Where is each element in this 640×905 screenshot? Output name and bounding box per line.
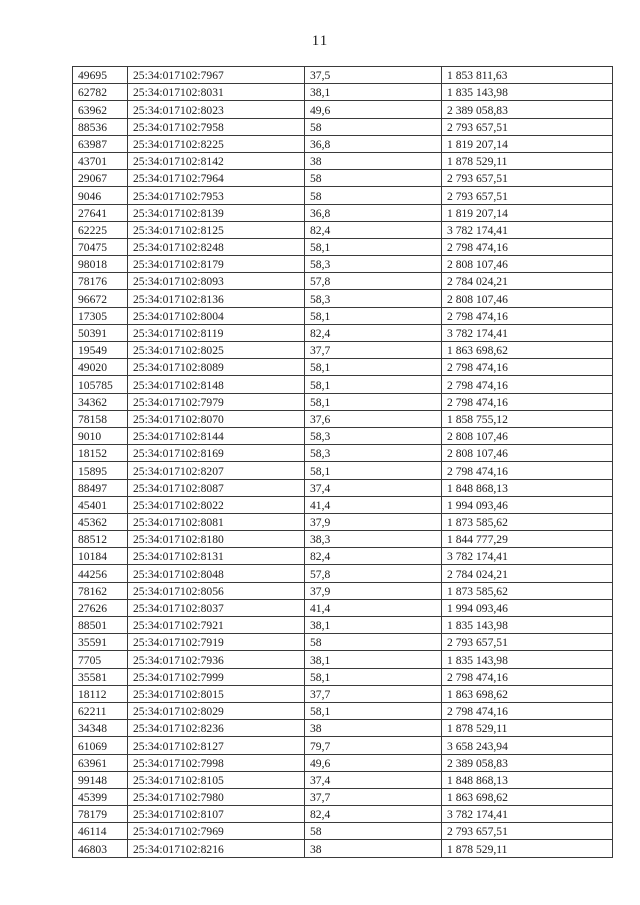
table-row — [73, 427, 613, 444]
area-cell: 82,4 — [305, 324, 442, 341]
area-cell: 58 — [305, 170, 442, 187]
value-cell: 1 858 755,12 — [442, 410, 613, 427]
value-cell: 3 782 174,41 — [442, 548, 613, 565]
table-row — [73, 221, 613, 238]
row-id-cell: 46114 — [73, 823, 128, 840]
cadastral-number-cell: 25:34:017102:8031 — [128, 84, 305, 101]
row-id-cell: 19549 — [73, 342, 128, 359]
cadastral-number-cell: 25:34:017102:8107 — [128, 806, 305, 823]
cadastral-number-cell: 25:34:017102:7999 — [128, 668, 305, 685]
row-id-cell: 7705 — [73, 651, 128, 668]
value-cell: 1 848 868,13 — [442, 479, 613, 496]
value-cell: 2 808 107,46 — [442, 427, 613, 444]
table-row — [73, 617, 613, 634]
cadastral-number-cell: 25:34:017102:7936 — [128, 651, 305, 668]
value-cell: 1 835 143,98 — [442, 651, 613, 668]
table-row — [73, 823, 613, 840]
cadastral-number-cell: 25:34:017102:7998 — [128, 754, 305, 771]
value-cell: 2 389 058,83 — [442, 101, 613, 118]
table-row — [73, 290, 613, 307]
cadastral-number-cell: 25:34:017102:8022 — [128, 496, 305, 513]
table-row — [73, 771, 613, 788]
row-id-cell: 10184 — [73, 548, 128, 565]
area-cell: 41,4 — [305, 599, 442, 616]
area-cell: 49,6 — [305, 754, 442, 771]
value-cell: 2 793 657,51 — [442, 170, 613, 187]
value-cell: 2 798 474,16 — [442, 359, 613, 376]
table-row — [73, 582, 613, 599]
row-id-cell: 62225 — [73, 221, 128, 238]
cadastral-number-cell: 25:34:017102:8207 — [128, 462, 305, 479]
value-cell: 1 819 207,14 — [442, 135, 613, 152]
row-id-cell: 62782 — [73, 84, 128, 101]
cadastral-number-cell: 25:34:017102:8093 — [128, 273, 305, 290]
cadastral-number-cell: 25:34:017102:8029 — [128, 702, 305, 719]
cadastral-number-cell: 25:34:017102:7921 — [128, 617, 305, 634]
row-id-cell: 35581 — [73, 668, 128, 685]
area-cell: 58,1 — [305, 307, 442, 324]
cadastral-number-cell: 25:34:017102:8023 — [128, 101, 305, 118]
area-cell: 58,1 — [305, 702, 442, 719]
table-row — [73, 118, 613, 135]
value-cell: 2 793 657,51 — [442, 634, 613, 651]
table-row — [73, 513, 613, 530]
area-cell: 58,3 — [305, 290, 442, 307]
table-row — [73, 204, 613, 221]
row-id-cell: 63987 — [73, 135, 128, 152]
row-id-cell: 35591 — [73, 634, 128, 651]
area-cell: 37,6 — [305, 410, 442, 427]
value-cell: 1 863 698,62 — [442, 685, 613, 702]
value-cell: 1 878 529,11 — [442, 152, 613, 169]
area-cell: 49,6 — [305, 101, 442, 118]
value-cell: 2 784 024,21 — [442, 273, 613, 290]
area-cell: 36,8 — [305, 204, 442, 221]
table-row — [73, 565, 613, 582]
value-cell: 2 798 474,16 — [442, 307, 613, 324]
area-cell: 37,5 — [305, 67, 442, 84]
area-cell: 38,1 — [305, 651, 442, 668]
table-row — [73, 342, 613, 359]
row-id-cell: 70475 — [73, 238, 128, 255]
area-cell: 82,4 — [305, 806, 442, 823]
cadastral-number-cell: 25:34:017102:7967 — [128, 67, 305, 84]
row-id-cell: 44256 — [73, 565, 128, 582]
value-cell: 2 808 107,46 — [442, 290, 613, 307]
table-row — [73, 445, 613, 462]
cadastral-number-cell: 25:34:017102:8125 — [128, 221, 305, 238]
row-id-cell: 78176 — [73, 273, 128, 290]
row-id-cell: 49020 — [73, 359, 128, 376]
table-row — [73, 67, 613, 84]
area-cell: 58,1 — [305, 393, 442, 410]
table-row — [73, 754, 613, 771]
row-id-cell: 63961 — [73, 754, 128, 771]
cadastral-number-cell: 25:34:017102:8089 — [128, 359, 305, 376]
table-row — [73, 324, 613, 341]
table-row — [73, 376, 613, 393]
table-row — [73, 531, 613, 548]
value-cell: 2 798 474,16 — [442, 376, 613, 393]
row-id-cell: 62211 — [73, 702, 128, 719]
value-cell: 3 782 174,41 — [442, 324, 613, 341]
value-cell: 2 798 474,16 — [442, 238, 613, 255]
cadastral-number-cell: 25:34:017102:8248 — [128, 238, 305, 255]
value-cell: 1 844 777,29 — [442, 531, 613, 548]
cadastral-number-cell: 25:34:017102:8148 — [128, 376, 305, 393]
area-cell: 36,8 — [305, 135, 442, 152]
cadastral-number-cell: 25:34:017102:8056 — [128, 582, 305, 599]
area-cell: 58,3 — [305, 445, 442, 462]
table-row — [73, 496, 613, 513]
cadastral-number-cell: 25:34:017102:8004 — [128, 307, 305, 324]
cadastral-number-cell: 25:34:017102:7980 — [128, 788, 305, 805]
area-cell: 57,8 — [305, 273, 442, 290]
area-cell: 37,7 — [305, 788, 442, 805]
cadastral-number-cell: 25:34:017102:8015 — [128, 685, 305, 702]
value-cell: 1 853 811,63 — [442, 67, 613, 84]
value-cell: 2 798 474,16 — [442, 668, 613, 685]
area-cell: 37,4 — [305, 479, 442, 496]
cadastral-number-cell: 25:34:017102:8179 — [128, 256, 305, 273]
area-cell: 41,4 — [305, 496, 442, 513]
cadastral-number-cell: 25:34:017102:7958 — [128, 118, 305, 135]
cadastral-number-cell: 25:34:017102:8025 — [128, 342, 305, 359]
table-row — [73, 238, 613, 255]
cadastral-number-cell: 25:34:017102:8070 — [128, 410, 305, 427]
value-cell: 2 389 058,83 — [442, 754, 613, 771]
row-id-cell: 27641 — [73, 204, 128, 221]
row-id-cell: 50391 — [73, 324, 128, 341]
table-row — [73, 152, 613, 169]
area-cell: 58,1 — [305, 376, 442, 393]
value-cell: 1 863 698,62 — [442, 788, 613, 805]
cadastral-number-cell: 25:34:017102:8048 — [128, 565, 305, 582]
table-row — [73, 840, 613, 857]
table-row — [73, 702, 613, 719]
row-id-cell: 17305 — [73, 307, 128, 324]
table-row — [73, 84, 613, 101]
row-id-cell: 88512 — [73, 531, 128, 548]
value-cell: 1 863 698,62 — [442, 342, 613, 359]
area-cell: 37,7 — [305, 685, 442, 702]
cadastral-number-cell: 25:34:017102:8081 — [128, 513, 305, 530]
table-row — [73, 187, 613, 204]
value-cell: 1 878 529,11 — [442, 720, 613, 737]
page-number: 11 — [311, 33, 329, 49]
row-id-cell: 27626 — [73, 599, 128, 616]
area-cell: 58,1 — [305, 462, 442, 479]
row-id-cell: 78179 — [73, 806, 128, 823]
row-id-cell: 34362 — [73, 393, 128, 410]
table-row — [73, 170, 613, 187]
cadastral-number-cell: 25:34:017102:7964 — [128, 170, 305, 187]
area-cell: 37,9 — [305, 582, 442, 599]
value-cell: 3 782 174,41 — [442, 221, 613, 238]
value-cell: 1 873 585,62 — [442, 513, 613, 530]
row-id-cell: 15895 — [73, 462, 128, 479]
property-registry-table — [72, 66, 613, 858]
value-cell: 1 848 868,13 — [442, 771, 613, 788]
area-cell: 58,3 — [305, 427, 442, 444]
cadastral-number-cell: 25:34:017102:8136 — [128, 290, 305, 307]
area-cell: 57,8 — [305, 565, 442, 582]
row-id-cell: 61069 — [73, 737, 128, 754]
cadastral-number-cell: 25:34:017102:8037 — [128, 599, 305, 616]
table-row — [73, 668, 613, 685]
cadastral-number-cell: 25:34:017102:7953 — [128, 187, 305, 204]
area-cell: 37,9 — [305, 513, 442, 530]
value-cell: 2 784 024,21 — [442, 565, 613, 582]
value-cell: 3 658 243,94 — [442, 737, 613, 754]
value-cell: 3 782 174,41 — [442, 806, 613, 823]
table-row — [73, 359, 613, 376]
area-cell: 37,7 — [305, 342, 442, 359]
table-row — [73, 256, 613, 273]
table-row — [73, 651, 613, 668]
value-cell: 1 994 093,46 — [442, 599, 613, 616]
table-row — [73, 410, 613, 427]
table-row — [73, 788, 613, 805]
value-cell: 2 793 657,51 — [442, 187, 613, 204]
area-cell: 37,4 — [305, 771, 442, 788]
row-id-cell: 96672 — [73, 290, 128, 307]
table-row — [73, 273, 613, 290]
row-id-cell: 45362 — [73, 513, 128, 530]
row-id-cell: 9010 — [73, 427, 128, 444]
row-id-cell: 34348 — [73, 720, 128, 737]
cadastral-number-cell: 25:34:017102:7979 — [128, 393, 305, 410]
table-row — [73, 135, 613, 152]
table-row — [73, 806, 613, 823]
row-id-cell: 43701 — [73, 152, 128, 169]
row-id-cell: 49695 — [73, 67, 128, 84]
row-id-cell: 45399 — [73, 788, 128, 805]
row-id-cell: 88501 — [73, 617, 128, 634]
value-cell: 2 798 474,16 — [442, 462, 613, 479]
cadastral-number-cell: 25:34:017102:8139 — [128, 204, 305, 221]
row-id-cell: 99148 — [73, 771, 128, 788]
row-id-cell: 98018 — [73, 256, 128, 273]
cadastral-number-cell: 25:34:017102:8216 — [128, 840, 305, 857]
row-id-cell: 88497 — [73, 479, 128, 496]
table-row — [73, 685, 613, 702]
cadastral-number-cell: 25:34:017102:7919 — [128, 634, 305, 651]
cadastral-number-cell: 25:34:017102:8105 — [128, 771, 305, 788]
table-row — [73, 548, 613, 565]
area-cell: 38,1 — [305, 617, 442, 634]
area-cell: 38 — [305, 720, 442, 737]
value-cell: 2 793 657,51 — [442, 823, 613, 840]
cadastral-number-cell: 25:34:017102:8131 — [128, 548, 305, 565]
value-cell: 1 994 093,46 — [442, 496, 613, 513]
row-id-cell: 29067 — [73, 170, 128, 187]
area-cell: 58,3 — [305, 256, 442, 273]
cadastral-number-cell: 25:34:017102:8144 — [128, 427, 305, 444]
value-cell: 2 808 107,46 — [442, 445, 613, 462]
table-row — [73, 307, 613, 324]
value-cell: 1 873 585,62 — [442, 582, 613, 599]
row-id-cell: 78158 — [73, 410, 128, 427]
table-row — [73, 720, 613, 737]
value-cell: 1 835 143,98 — [442, 617, 613, 634]
cadastral-number-cell: 25:34:017102:7969 — [128, 823, 305, 840]
area-cell: 38 — [305, 840, 442, 857]
value-cell: 2 798 474,16 — [442, 393, 613, 410]
value-cell: 1 878 529,11 — [442, 840, 613, 857]
row-id-cell: 105785 — [73, 376, 128, 393]
value-cell: 2 793 657,51 — [442, 118, 613, 135]
row-id-cell: 9046 — [73, 187, 128, 204]
area-cell: 58,1 — [305, 359, 442, 376]
area-cell: 58,1 — [305, 238, 442, 255]
area-cell: 58 — [305, 118, 442, 135]
area-cell: 82,4 — [305, 221, 442, 238]
cadastral-number-cell: 25:34:017102:8127 — [128, 737, 305, 754]
row-id-cell: 45401 — [73, 496, 128, 513]
cadastral-number-cell: 25:34:017102:8169 — [128, 445, 305, 462]
table-row — [73, 599, 613, 616]
table-body — [73, 67, 613, 858]
cadastral-number-cell: 25:34:017102:8087 — [128, 479, 305, 496]
cadastral-number-cell: 25:34:017102:8236 — [128, 720, 305, 737]
value-cell: 2 798 474,16 — [442, 702, 613, 719]
cadastral-number-cell: 25:34:017102:8142 — [128, 152, 305, 169]
row-id-cell: 63962 — [73, 101, 128, 118]
area-cell: 58 — [305, 634, 442, 651]
area-cell: 58 — [305, 187, 442, 204]
row-id-cell: 18152 — [73, 445, 128, 462]
row-id-cell: 78162 — [73, 582, 128, 599]
cadastral-number-cell: 25:34:017102:8225 — [128, 135, 305, 152]
row-id-cell: 88536 — [73, 118, 128, 135]
table-row — [73, 462, 613, 479]
table-row — [73, 393, 613, 410]
area-cell: 38 — [305, 152, 442, 169]
value-cell: 1 819 207,14 — [442, 204, 613, 221]
area-cell: 58,1 — [305, 668, 442, 685]
cadastral-number-cell: 25:34:017102:8180 — [128, 531, 305, 548]
area-cell: 79,7 — [305, 737, 442, 754]
cadastral-number-cell: 25:34:017102:8119 — [128, 324, 305, 341]
value-cell: 1 835 143,98 — [442, 84, 613, 101]
row-id-cell: 46803 — [73, 840, 128, 857]
value-cell: 2 808 107,46 — [442, 256, 613, 273]
area-cell: 82,4 — [305, 548, 442, 565]
table-row — [73, 737, 613, 754]
table-row — [73, 101, 613, 118]
area-cell: 58 — [305, 823, 442, 840]
row-id-cell: 18112 — [73, 685, 128, 702]
area-cell: 38,3 — [305, 531, 442, 548]
table-row — [73, 479, 613, 496]
table-row — [73, 634, 613, 651]
area-cell: 38,1 — [305, 84, 442, 101]
